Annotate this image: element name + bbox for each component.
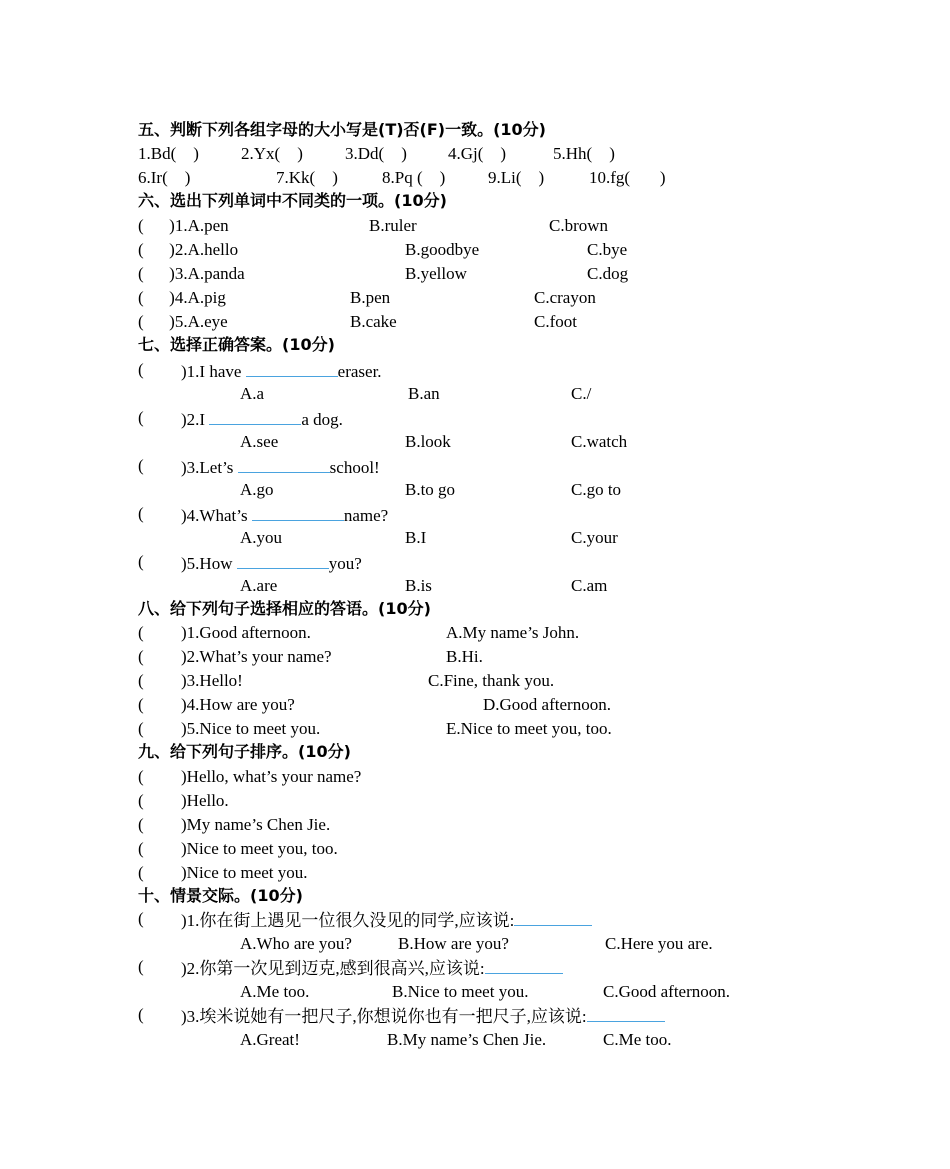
s10-question-2 [0,955,950,979]
s7-q2-option-b: B.look [405,432,451,451]
s10-q3-text: )3.埃米说她有一把尺子,你想说你也有一把尺子,应该说: [181,1007,587,1026]
s7-q3-text: )3.Let’s [181,458,238,477]
s9-q2-paren: ( [138,791,144,810]
section-9-title: 九、给下列句子排序。(10分) [138,742,351,761]
s5-item-3: 3.Dd( ) [345,144,407,163]
s10-q2-option-c: C.Good afternoon. [603,982,731,1001]
section-5-title-line [0,118,950,142]
answer-blank[interactable] [514,907,592,926]
s8-answer-d: D.Good afternoon. [483,695,611,714]
s7-question-5 [0,550,950,574]
s10-q2-stem [181,955,563,981]
s6-q4-option-c: C.crayon [534,288,596,307]
s9-q5-sentence: )Nice to meet you. [181,863,308,882]
s10-question-3 [0,1003,950,1027]
s9-q5-paren: ( [138,863,144,882]
s7-q3-options [0,478,950,502]
s10-q3-option-a: A.Great! [240,1030,300,1049]
s7-q5-option-a: A.are [240,576,278,595]
s6-q2-stem: ( )2.A.hello [138,240,239,259]
s10-q3-stem [181,1003,665,1029]
s7-q5-option-b: B.is [405,576,432,595]
s8-q3-sentence: )3.Hello! [181,671,243,690]
s7-q3-option-a: A.go [240,480,274,499]
s7-q3-paren: ( [138,456,144,475]
s10-q1-option-c: C.Here you are. [605,934,713,953]
section-7-title-line [0,333,950,357]
s6-q5-option-b: B.cake [350,312,397,331]
s7-q3-text-after: school! [329,458,380,477]
s10-q2-paren: ( [138,957,144,976]
section-5-title: 五、判断下列各组字母的大小写是(T)否(F)一致。(10分) [138,120,546,139]
s8-answer-e: E.Nice to meet you, too. [446,719,612,738]
s9-q4-paren: ( [138,839,144,858]
s8-q5-paren: ( [138,719,144,738]
s10-q1-stem [181,907,592,933]
s5-item-6: 6.Ir( ) [138,168,191,187]
s8-q4-sentence: )4.How are you? [181,695,295,714]
s10-q2-option-a: A.Me too. [240,982,310,1001]
s6-question-3 [0,262,950,286]
s10-q2-options [0,980,950,1004]
answer-blank[interactable] [237,550,329,569]
s7-q2-options [0,430,950,454]
s7-q5-text: )5.How [181,554,237,573]
s8-row-1 [0,621,950,645]
s7-q2-stem [181,406,343,432]
s8-q4-paren: ( [138,695,144,714]
s7-q3-stem [181,454,380,480]
answer-blank[interactable] [587,1003,665,1022]
s6-q2-option-c: C.bye [587,240,628,259]
s8-row-2 [0,645,950,669]
s6-question-2 [0,238,950,262]
s9-q3-paren: ( [138,815,144,834]
s6-question-5 [0,310,950,334]
s7-q1-stem [181,358,382,384]
s6-q1-option-b: B.ruler [369,216,417,235]
section-7-title: 七、选择正确答案。(10分) [138,335,335,354]
s8-answer-b: B.Hi. [446,647,483,666]
answer-blank[interactable] [238,454,330,473]
section-6-title: 六、选出下列单词中不同类的一项。(10分) [138,191,447,210]
answer-blank[interactable] [485,955,563,974]
s7-q4-options [0,526,950,550]
s5-item-8: 8.Pq ( ) [382,168,446,187]
answer-blank[interactable] [209,406,301,425]
s7-q2-option-c: C.watch [571,432,628,451]
s5-item-10: 10.fg( ) [589,168,666,187]
s6-question-4 [0,286,950,310]
s7-q1-text-after: eraser. [337,362,382,381]
s9-row-5 [0,861,950,885]
s7-q4-paren: ( [138,504,144,523]
s7-question-2 [0,406,950,430]
s8-q2-paren: ( [138,647,144,666]
s8-q2-sentence: )2.What’s your name? [181,647,332,666]
s9-row-2 [0,789,950,813]
s9-row-4 [0,837,950,861]
s7-q3-option-b: B.to go [405,480,456,499]
s9-row-1 [0,765,950,789]
s5-item-7: 7.Kk( ) [276,168,338,187]
s6-q4-stem: ( )4.A.pig [138,288,226,307]
s7-q4-stem [181,502,388,528]
s6-q3-option-c: C.dog [587,264,629,283]
s7-q4-text-after: name? [343,506,389,525]
s10-q1-text: )1.你在街上遇见一位很久没见的同学,应该说: [181,911,515,930]
s9-row-3 [0,813,950,837]
s5-item-4: 4.Gj( ) [448,144,507,163]
s8-row-5 [0,717,950,741]
s5-row-1 [0,142,950,166]
s9-q4-sentence: )Nice to meet you, too. [181,839,338,858]
s6-q4-option-b: B.pen [350,288,391,307]
s7-q5-text-after: you? [328,554,362,573]
s5-row-2 [0,166,950,190]
s7-q1-text: )1.I have [181,362,246,381]
s7-q2-text-after: a dog. [301,410,343,429]
section-6-title-line [0,189,950,213]
s5-item-9: 9.Li( ) [488,168,545,187]
s7-q4-option-c: C.your [571,528,618,547]
s7-q5-stem [181,550,362,576]
s8-q3-paren: ( [138,671,144,690]
s6-q1-stem: ( )1.A.pen [138,216,229,235]
section-10-title: 十、情景交际。(10分) [138,886,303,905]
s10-q1-option-b: B.How are you? [398,934,509,953]
s7-q1-option-b: B.an [408,384,440,403]
s7-q4-option-a: A.you [240,528,283,547]
s9-q3-sentence: )My name’s Chen Jie. [181,815,331,834]
s7-q2-text: )2.I [181,410,210,429]
s10-q3-options [0,1028,950,1052]
s7-q2-paren: ( [138,408,144,427]
s10-q1-paren: ( [138,909,144,928]
s7-q5-options [0,574,950,598]
s9-q2-sentence: )Hello. [181,791,229,810]
s9-q1-paren: ( [138,767,144,786]
s8-q5-sentence: )5.Nice to meet you. [181,719,321,738]
s7-q1-paren: ( [138,360,144,379]
s10-q3-option-c: C.Me too. [603,1030,672,1049]
s5-item-1: 1.Bd( ) [138,144,199,163]
s6-q5-stem: ( )5.A.eye [138,312,228,331]
s7-q1-options [0,382,950,406]
s8-q1-sentence: )1.Good afternoon. [181,623,311,642]
section-8-title-line [0,597,950,621]
s6-q3-stem: ( )3.A.panda [138,264,245,283]
s8-answer-a: A.My name’s John. [446,623,580,642]
s7-q4-text: )4.What’s [181,506,252,525]
s6-q5-option-c: C.foot [534,312,577,331]
s5-item-2: 2.Yx( ) [241,144,303,163]
answer-blank[interactable] [246,358,338,377]
s7-q5-option-c: C.am [571,576,608,595]
s6-q2-option-b: B.goodbye [405,240,480,259]
s10-q1-option-a: A.Who are you? [240,934,352,953]
s8-q1-paren: ( [138,623,144,642]
s9-q1-sentence: )Hello, what’s your name? [181,767,362,786]
s7-q2-option-a: A.see [240,432,279,451]
s10-q3-option-b: B.My name’s Chen Jie. [387,1030,547,1049]
s7-question-1 [0,358,950,382]
s7-q3-option-c: C.go to [571,480,622,499]
s7-question-4 [0,502,950,526]
section-10-title-line [0,884,950,908]
s10-q1-options [0,932,950,956]
s5-item-5: 5.Hh( ) [553,144,615,163]
s6-q3-option-b: B.yellow [405,264,467,283]
s7-q1-option-a: A.a [240,384,265,403]
s7-q1-option-c: C./ [571,384,592,403]
s7-q4-option-b: B.I [405,528,427,547]
s10-question-1 [0,907,950,931]
s10-q2-text: )2.你第一次见到迈克,感到很高兴,应该说: [181,959,485,978]
s7-question-3 [0,454,950,478]
answer-blank[interactable] [252,502,344,521]
s6-q1-option-c: C.brown [549,216,609,235]
s6-question-1 [0,214,950,238]
section-8-title: 八、给下列句子选择相应的答语。(10分) [138,599,431,618]
s8-row-3 [0,669,950,693]
section-9-title-line [0,740,950,764]
s8-answer-c: C.Fine, thank you. [428,671,555,690]
s8-row-4 [0,693,950,717]
s10-q2-option-b: B.Nice to meet you. [392,982,529,1001]
s7-q5-paren: ( [138,552,144,571]
s10-q3-paren: ( [138,1005,144,1024]
